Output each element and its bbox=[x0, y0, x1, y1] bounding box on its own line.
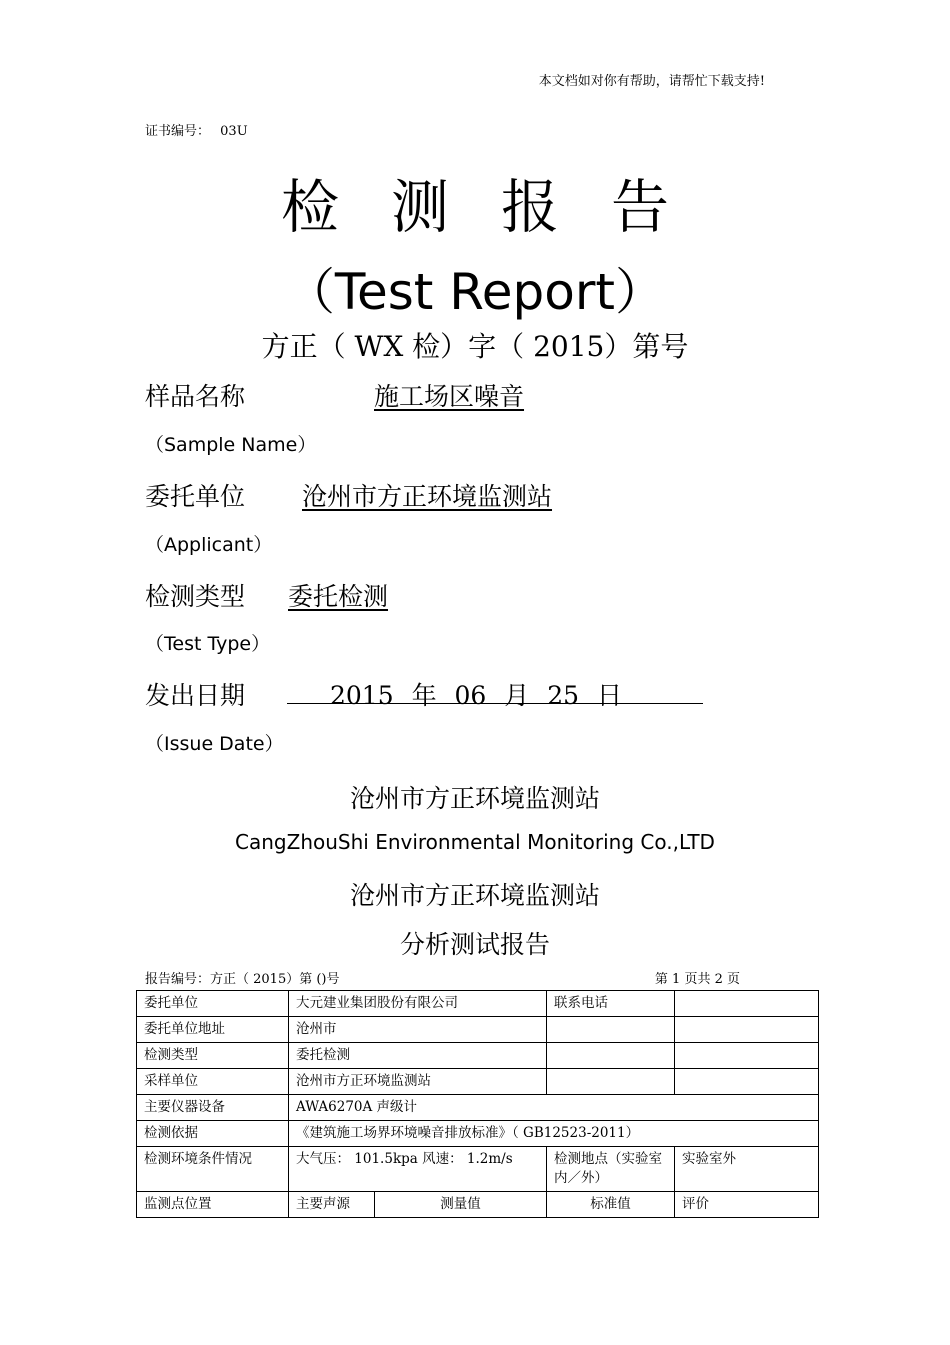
certificate-number bbox=[145, 120, 248, 139]
column-header: 测量值 bbox=[375, 1192, 547, 1218]
sampler-value: 沧州市方正环境监测站 bbox=[289, 1069, 547, 1095]
info-table bbox=[136, 990, 819, 1218]
table-row bbox=[137, 1043, 819, 1069]
empty-cell bbox=[547, 1043, 675, 1069]
location-value: 实验室外 bbox=[675, 1147, 819, 1192]
test-type-label-en: （Test Type） bbox=[145, 633, 271, 655]
type-label: 检测类型 bbox=[137, 1043, 289, 1069]
env-value: 大气压： 101.5kpa 风速： 1.2m/s bbox=[289, 1147, 547, 1192]
certificate-value: 03U bbox=[220, 124, 248, 139]
empty-cell bbox=[675, 1017, 819, 1043]
empty-cell bbox=[675, 1043, 819, 1069]
phone-label: 联系电话 bbox=[547, 991, 675, 1017]
applicant-label: 委托单位 bbox=[145, 482, 246, 511]
table-row bbox=[137, 1095, 819, 1121]
issue-date-value: 2015 年 06 月 25 日 bbox=[330, 681, 622, 710]
sampler-label: 采样单位 bbox=[137, 1069, 289, 1095]
column-header: 评价 bbox=[675, 1192, 819, 1218]
report-number: 报告编号：方正（ 2015）第 ()号 bbox=[145, 972, 340, 987]
empty-cell bbox=[547, 1069, 675, 1095]
basis-label: 检测依据 bbox=[137, 1121, 289, 1147]
table-row bbox=[137, 1017, 819, 1043]
type-value: 委托检测 bbox=[289, 1043, 547, 1069]
instrument-label: 主要仪器设备 bbox=[137, 1095, 289, 1121]
page-indicator: 第 1 页共 2 页 bbox=[654, 972, 740, 987]
test-type-value: 委托检测 bbox=[288, 582, 389, 611]
applicant-label-en: （Applicant） bbox=[145, 534, 273, 556]
top-note: 本文档如对你有帮助，请帮忙下载支持! bbox=[538, 74, 765, 89]
table-row bbox=[137, 1121, 819, 1147]
applicant-value: 沧州市方正环境监测站 bbox=[302, 482, 553, 511]
env-label: 检测环境条件情况 bbox=[137, 1147, 289, 1192]
page-title-cn: 检测报告 bbox=[280, 173, 721, 241]
address-value: 沧州市 bbox=[289, 1017, 547, 1043]
issue-date-label-en: （Issue Date） bbox=[145, 733, 284, 755]
sample-name-label-en: （Sample Name） bbox=[145, 434, 317, 456]
page-title-en: （Test Report） bbox=[284, 263, 666, 321]
empty-cell bbox=[547, 1017, 675, 1043]
empty-cell bbox=[675, 1069, 819, 1095]
client-value: 大元建业集团股份有限公司 bbox=[289, 991, 547, 1017]
doc-number: 方正（ WX 检）字（ 2015）第号 bbox=[261, 330, 689, 363]
organization-name-cn: 沧州市方正环境监测站 bbox=[349, 784, 600, 813]
issue-date-label: 发出日期 bbox=[145, 681, 246, 710]
column-header: 标准值 bbox=[547, 1192, 675, 1218]
location-label: 检测地点（实验室内／外） bbox=[547, 1147, 675, 1192]
phone-value bbox=[675, 991, 819, 1017]
table-row bbox=[137, 1147, 819, 1192]
client-label: 委托单位 bbox=[137, 991, 289, 1017]
table-row bbox=[137, 991, 819, 1017]
address-label: 委托单位地址 bbox=[137, 1017, 289, 1043]
column-header: 监测点位置 bbox=[137, 1192, 289, 1218]
certificate-label: 证书编号： bbox=[145, 124, 211, 139]
organization-name-en: CangZhouShi Environmental Monitoring Co.,LTD bbox=[235, 830, 715, 854]
table-header-row bbox=[137, 1192, 819, 1218]
report-title: 分析测试报告 bbox=[399, 930, 550, 959]
sample-name-label: 样品名称 bbox=[145, 382, 246, 411]
organization-name-cn-2: 沧州市方正环境监测站 bbox=[349, 881, 600, 910]
column-header: 主要声源 bbox=[289, 1192, 375, 1218]
table-row bbox=[137, 1069, 819, 1095]
instrument-value: AWA6270A 声级计 bbox=[289, 1095, 819, 1121]
sample-name-value: 施工场区噪音 bbox=[374, 382, 525, 411]
basis-value: 《建筑施工场界环境噪音排放标准》（ GB12523-2011） bbox=[289, 1121, 819, 1147]
test-type-label: 检测类型 bbox=[145, 582, 246, 611]
